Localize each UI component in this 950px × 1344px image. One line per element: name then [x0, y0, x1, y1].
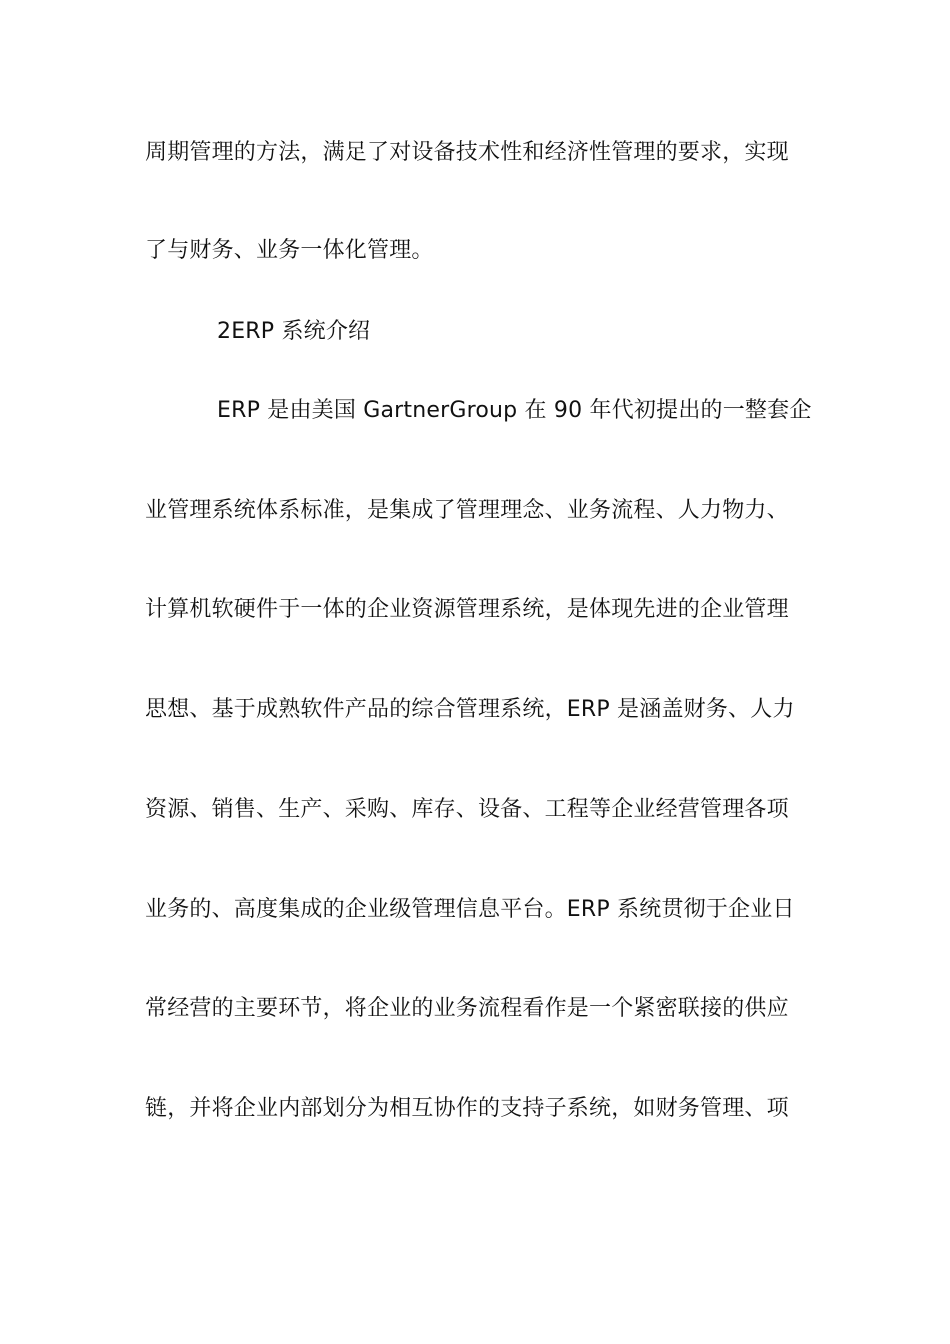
paragraph-line: 资源、销售、生产、采购、库存、设备、工程等企业经营管理各项 — [145, 797, 789, 822]
paragraph-line: 业务的、高度集成的企业级管理信息平台。ERP 系统贯彻于企业日 — [145, 897, 795, 922]
paragraph-line: 计算机软硬件于一体的企业资源管理系统，是体现先进的企业管理 — [145, 597, 789, 622]
paragraph-line: 了与财务、业务一体化管理。 — [145, 238, 434, 263]
paragraph-line: ERP 是由美国 GartnerGroup 在 90 年代初提出的一整套企 — [217, 398, 812, 423]
paragraph-line: 常经营的主要环节，将企业的业务流程看作是一个紧密联接的供应 — [145, 996, 789, 1021]
paragraph-line: 周期管理的方法，满足了对设备技术性和经济性管理的要求，实现 — [145, 140, 789, 165]
section-heading: 2ERP 系统介绍 — [217, 319, 371, 344]
paragraph-line: 链，并将企业内部划分为相互协作的支持子系统，如财务管理、项 — [145, 1096, 789, 1121]
paragraph-line: 思想、基于成熟软件产品的综合管理系统，ERP 是涵盖财务、人力 — [145, 697, 795, 722]
paragraph-line: 业管理系统体系标准，是集成了管理理念、业务流程、人力物力、 — [145, 498, 789, 523]
